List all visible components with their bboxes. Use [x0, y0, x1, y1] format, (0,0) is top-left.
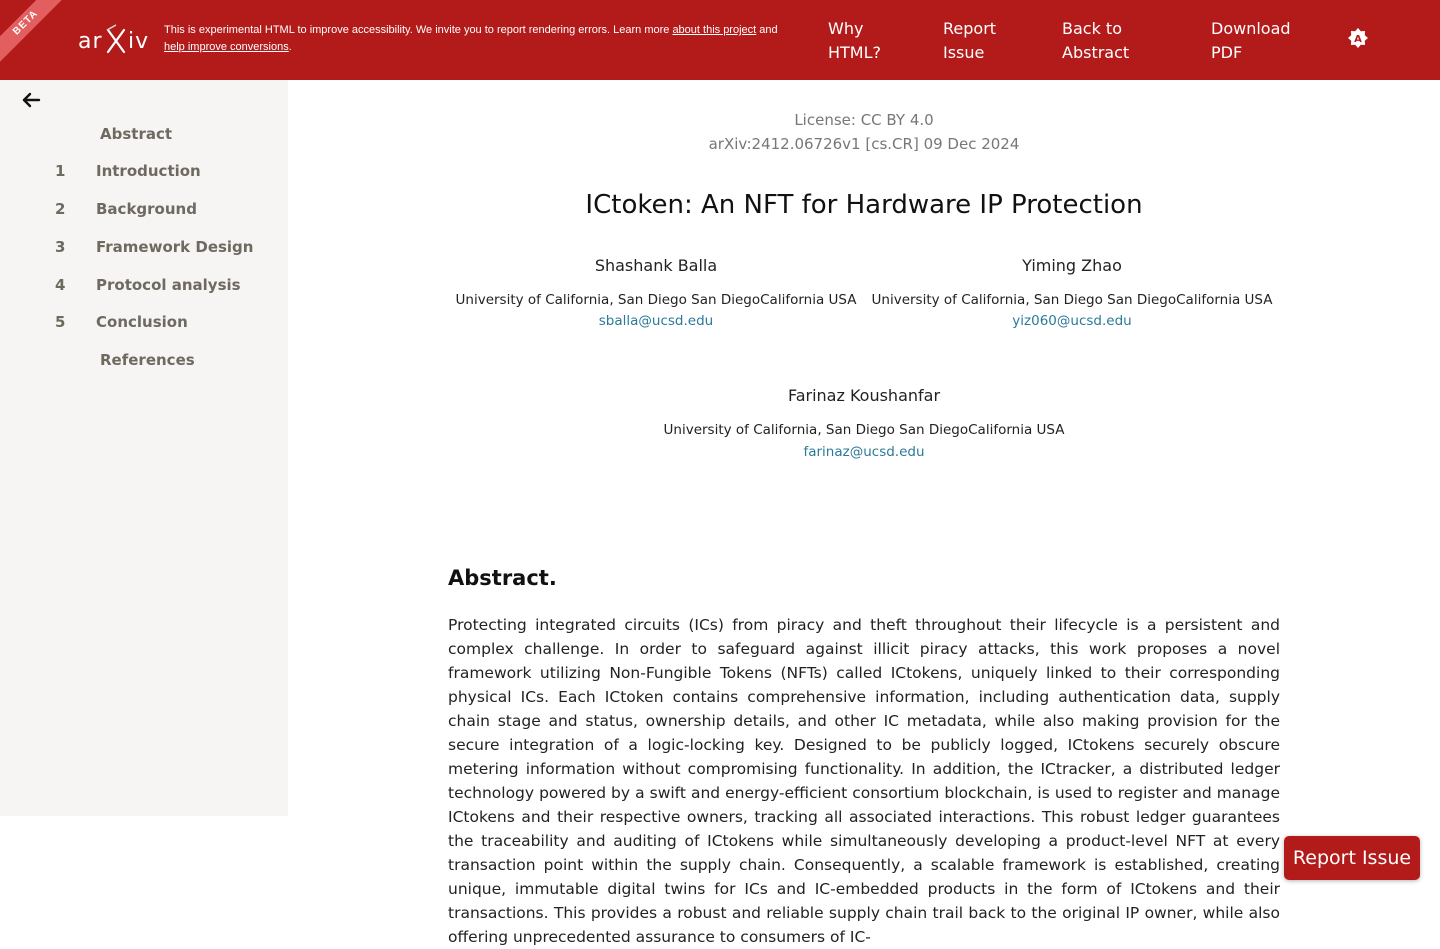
svg-text:ar: ar: [78, 29, 103, 54]
abstract-text: Protecting integrated circuits (ICs) from piracy and theft throughout their lifecycle is a persistent and complex challenge. In order to safeguard against illicit piracy attacks, this work proposes a novel framework utilizing Non-Fungible Tokens (NFTs) called ICtokens, uniquely linked to their corresponding physical ICs. Each ICtoken contains comprehensive information, including authentication data, supply chain stage and status, ownership details, and other IC metadata, while also making provision for the secure integration of a logic-locking key. Designed to be publicly logged, ICtokens securely obscure metering information without compromising functionality. In addition, the ICtracker, a distributed ledger technology powered by a swift and energy-efficient consortium blockchain, is used to register and manage ICtokens and their respective owners, tracking all associated interactions. This robust ledger guarantees the traceability and auditing of ICtokens while simultaneously developing a product-level NFT at every transaction point within the supply chain. Consequently, a scalable framework is established, creating unique, immutable digital twins for ICs and IC-embedded products in the form of ICtokens and their transactions. This provides a robust and reliable supply chain trail back to the original IP owner, while also offering unprecedented assurance to consumers of IC-: [448, 616, 1280, 946]
author-name: Shashank Balla: [594, 256, 718, 275]
nav-download-pdf-line2: PDF: [1211, 43, 1243, 62]
toc-item-introduction[interactable]: Introduction: [96, 162, 201, 180]
notice-text-end: .: [288, 41, 292, 53]
toc-num-5: 5: [55, 313, 66, 331]
toc-num-1: 1: [55, 162, 66, 180]
nav-back-to-abstract-line1: Back to: [1062, 19, 1122, 38]
author-affiliation: University of California, San Diego San DiegoCalifornia USA: [663, 422, 1065, 438]
top-header: [0, 0, 1440, 80]
toc-item-framework-design[interactable]: Framework Design: [96, 238, 254, 256]
author-email-link[interactable]: farinaz@ucsd.edu: [803, 444, 925, 460]
toc-item-references[interactable]: References: [100, 351, 195, 369]
abstract-heading: Abstract.: [448, 566, 557, 590]
author-affiliation: University of California, San Diego San DiegoCalifornia USA: [871, 292, 1273, 308]
arrow-left-icon[interactable]: [20, 89, 42, 111]
toc-num-3: 3: [55, 238, 66, 256]
nav-why-html-line2: HTML?: [828, 43, 882, 62]
about-project-link[interactable]: about this project: [672, 24, 757, 36]
beta-ribbon-container: [0, 0, 70, 70]
theme-toggle-icon[interactable]: [1346, 26, 1370, 50]
toc-num-2: 2: [55, 200, 66, 218]
toc-item-abstract[interactable]: Abstract: [100, 125, 173, 143]
toc-item-conclusion[interactable]: Conclusion: [96, 313, 188, 331]
svg-text:A: A: [1354, 34, 1362, 45]
author-email-link[interactable]: sballa@ucsd.edu: [598, 313, 714, 329]
help-improve-link[interactable]: help improve conversions: [164, 41, 289, 53]
svg-text:iv: iv: [128, 29, 150, 54]
nav-download-pdf-line1: Download: [1211, 19, 1291, 38]
beta-ribbon: BETA: [0, 0, 75, 72]
nav-download-pdf[interactable]: [1211, 17, 1291, 65]
author-affiliation: University of California, San Diego San DiegoCalifornia USA: [455, 292, 857, 308]
toc-item-background[interactable]: Background: [96, 200, 197, 218]
nav-back-to-abstract-line2: Abstract: [1062, 43, 1130, 62]
report-issue-button[interactable]: Report Issue: [1284, 836, 1420, 880]
paper-title: ICtoken: An NFT for Hardware IP Protection: [585, 190, 1143, 220]
author-email-link[interactable]: yiz060@ucsd.edu: [1012, 313, 1132, 329]
arxiv-logo[interactable]: [78, 22, 152, 58]
toc-sidebar: [0, 80, 288, 816]
nav-report-issue-line1: Report: [943, 19, 997, 38]
toc-num-4: 4: [55, 276, 66, 294]
notice-text: This is experimental HTML to improve accessibility. We invite you to report rendering errors. Learn more: [164, 24, 673, 36]
author-name: Farinaz Koushanfar: [787, 386, 941, 405]
arxiv-id: arXiv:2412.06726v1 [cs.CR] 09 Dec 2024: [708, 135, 1020, 153]
nav-report-issue-line2: Issue: [943, 43, 985, 62]
nav-back-to-abstract[interactable]: [1062, 17, 1129, 65]
experimental-notice: [164, 22, 814, 56]
nav-why-html[interactable]: [828, 17, 881, 65]
nav-report-issue[interactable]: [943, 17, 996, 65]
toc-item-protocol-analysis[interactable]: Protocol analysis: [96, 276, 241, 294]
notice-text-mid: and: [756, 24, 778, 36]
nav-why-html-line1: Why: [828, 19, 864, 38]
license-text: License: CC BY 4.0: [794, 111, 934, 129]
author-name: Yiming Zhao: [1022, 256, 1122, 275]
